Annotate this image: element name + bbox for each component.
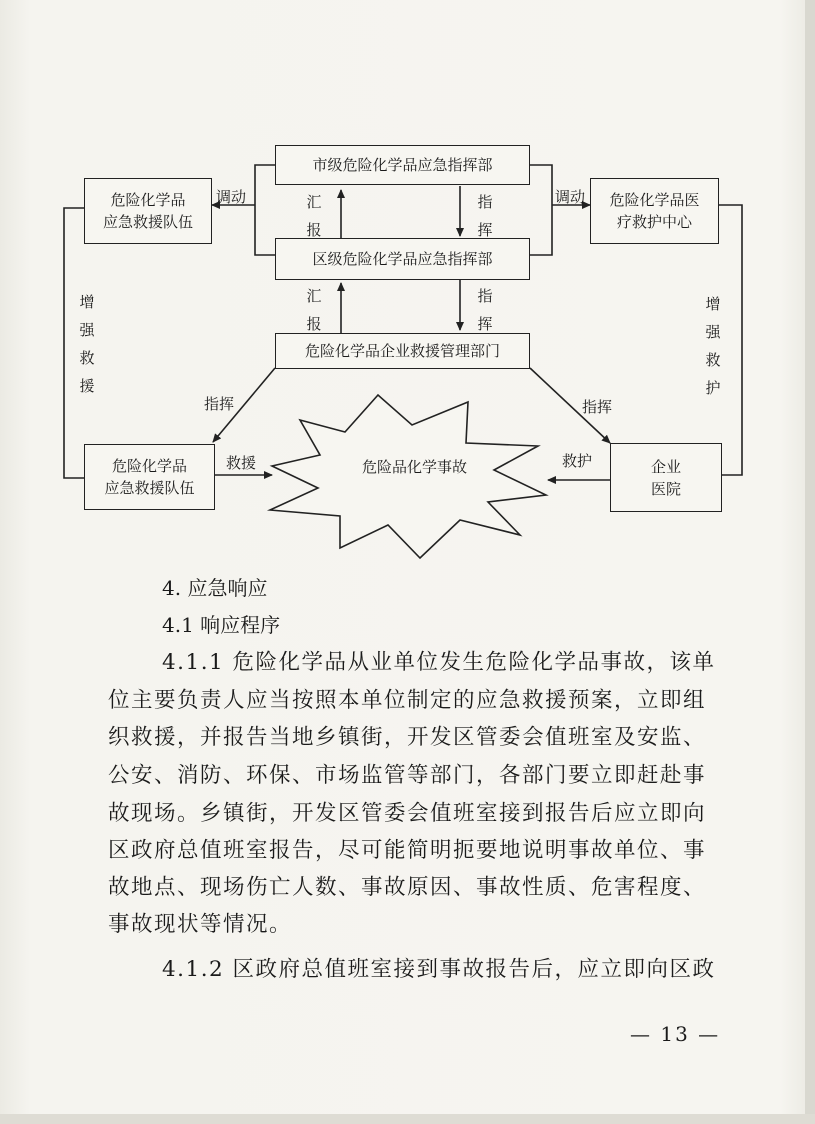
rescue-team-bottom-label: 危险化学品 应急救援队伍 xyxy=(104,457,195,497)
para-line-7: 故地点、现场伤亡人数、事故原因、事故性质、危害程度、 xyxy=(108,875,707,900)
medical-center-box xyxy=(590,178,719,244)
para-line-9: 4.1.2 区政府总值班室接到事故报告后，应立即向区政 xyxy=(162,957,716,982)
enterprise-hospital-box xyxy=(610,443,722,512)
para-line-1: 4.1.1 危险化学品从业单位发生危险化学品事故，该单 xyxy=(162,650,716,675)
command-left-label: 指挥 xyxy=(204,395,235,413)
scan-edge-bottom xyxy=(0,1114,815,1124)
city-command-label: 市级危险化学品应急指挥部 xyxy=(312,156,493,174)
report-label-1: 汇报 xyxy=(306,193,322,239)
para-line-3: 织救援，并报告当地乡镇街，开发区管委会值班室及安监、 xyxy=(108,725,707,750)
rescue-team-top-box xyxy=(84,178,212,244)
enterprise-dept-label: 危险化学品企业救援管理部门 xyxy=(304,342,500,360)
para-line-5: 故现场。乡镇街，开发区管委会值班室接到报告后应立即向 xyxy=(108,801,707,826)
rescue-team-top-label: 危险化学品 应急救援队伍 xyxy=(102,191,193,231)
section-heading-4: 4. 应急响应 xyxy=(162,576,268,600)
district-command-label: 区级危险化学品应急指挥部 xyxy=(312,250,493,268)
rescue-label: 救援 xyxy=(226,454,257,472)
reinforce-care-label: 增强救护 xyxy=(705,295,721,397)
enterprise-hospital-label: 企业 医院 xyxy=(650,457,681,498)
district-command-box xyxy=(275,238,530,280)
para-line-4: 公安、消防、环保、市场监管等部门，各部门要立即赶赴事 xyxy=(108,763,707,788)
enterprise-dept-box xyxy=(275,333,530,369)
command-label-1: 指挥 xyxy=(477,193,493,239)
dispatch-right-label: 调动 xyxy=(555,188,586,206)
accident-label: 危险品化学事故 xyxy=(362,458,468,476)
command-label-2: 指挥 xyxy=(477,287,493,333)
para-line-6: 区政府总值班室报告，尽可能简明扼要地说明事故单位、事 xyxy=(108,838,707,863)
para-line-2: 位主要负责人应当按照本单位制定的应急救援预案，立即组 xyxy=(108,688,707,713)
page-number: — 13 — xyxy=(630,1022,721,1046)
para-line-8: 事故现状等情况。 xyxy=(108,912,293,937)
report-label-2: 汇报 xyxy=(306,287,322,333)
rescue-team-bottom-box xyxy=(84,444,215,510)
medical-center-label: 危险化学品医 疗救护中心 xyxy=(609,191,700,231)
reinforce-rescue-label: 增强救援 xyxy=(79,293,95,395)
care-label: 救护 xyxy=(562,452,593,470)
city-command-box xyxy=(275,145,530,185)
dispatch-left-label: 调动 xyxy=(216,188,247,206)
section-heading-4-1: 4.1 响应程序 xyxy=(162,613,281,637)
command-right-label: 指挥 xyxy=(582,398,613,416)
